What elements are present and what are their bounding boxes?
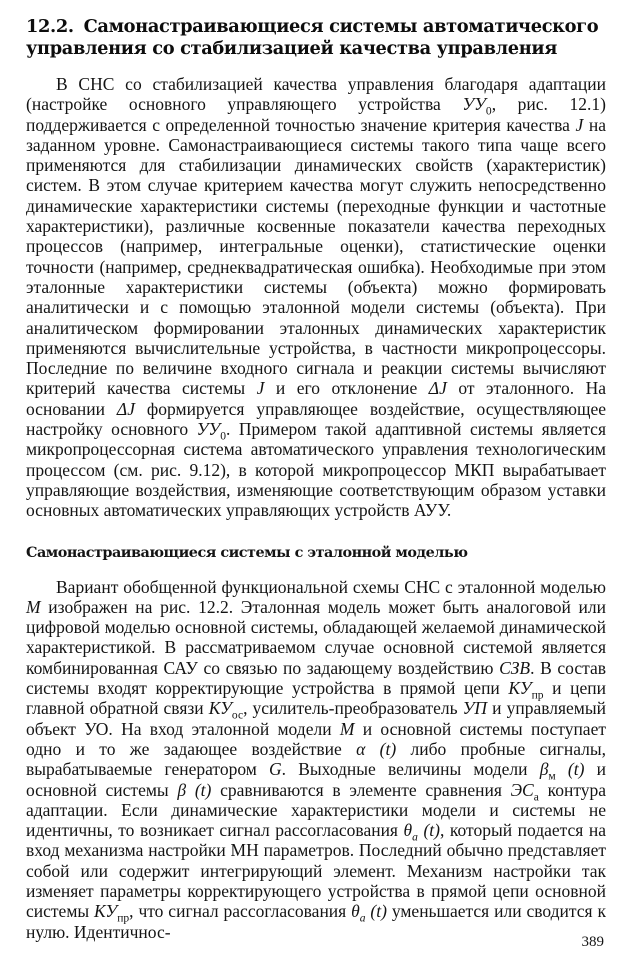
subscript: a — [359, 912, 366, 925]
symbol-alpha-t: α (t) — [356, 738, 397, 759]
text-run: , который подается на вход механизма настройки МН параметров. Последний обычно представляет собой или содержит интегрирующий элемент. Механизм настройки так изменяет параметры корректирующего устройства в прямой цепи основной системы — [26, 820, 606, 922]
symbol-t: (t) — [365, 901, 387, 922]
symbol-beta-t: β (t) — [177, 779, 212, 800]
section-title: Самонастраивающиеся системы автоматического управления со стабилизацией качества управления — [26, 16, 599, 59]
symbol-es: ЭС — [510, 779, 534, 800]
text-run: сравниваются в элементе сравнения — [211, 779, 511, 800]
text-run: . Примером такой адаптивной системы является микропроцессорная система автоматического управления технологическим процессом (см. рис. 9.12), в которой микропроцессор МКП вырабатывает управляющие воздействия, изменяющие соответствующим образом уставки основных автоматических управляющих устройств АУУ. — [26, 419, 606, 521]
subscript: 0 — [220, 430, 226, 443]
symbol-ku: КУ — [508, 678, 532, 699]
subscript: 0 — [485, 105, 492, 118]
symbol-ku: КУ — [94, 901, 118, 922]
symbol-t: (t) — [417, 820, 440, 841]
text-run: от эталонного. На основании — [26, 378, 606, 419]
subsection-heading: Самонастраивающиеся системы с эталонной моделью — [26, 543, 468, 561]
text-run: Вариант обобщенной функциональной схемы СНС с эталонной моделью — [56, 576, 606, 597]
text-run: и его отклонение — [264, 378, 429, 399]
text-run: . Выходные величины модели — [281, 759, 540, 780]
symbol-theta: θ — [351, 901, 360, 922]
symbol-j: J — [575, 114, 584, 135]
symbol-ku: КУ — [208, 698, 232, 719]
symbol-beta: β — [539, 759, 549, 780]
text-run: , усилитель-преобразователь — [243, 698, 463, 719]
text-run: и основной системы поступает одно и то же задающее воздействие — [26, 718, 606, 759]
text-run: и цепи главной обратной связи — [26, 678, 606, 719]
symbol-theta: θ — [403, 820, 413, 841]
symbol-t: (t) — [555, 759, 585, 780]
symbol-szv: СЗВ — [499, 657, 531, 678]
symbol-delta-j: ΔJ — [428, 378, 447, 399]
symbol-uu: УУ — [462, 94, 486, 115]
subscript: м — [548, 770, 556, 783]
text-run: на заданном уровне. Самонастраивающиеся системы такого типа чаще всего применяются для стабилизации динамических свойств (характеристик) систем. В этом случае критерием качества могут служить непосредственно динамические характеристики системы (переходные функции и частотные характеристики), различные косвенные показатели качества переходных процессов (например, интегральные оценки), статистические оценки точности (например, среднеквадратическая ошибка). Необходимые при этом эталонные характеристики системы (объекта) можно формировать аналитически и с помощью эталонной модели системы (объекта). При аналитическом формировании эталонных динамических характеристик применяются вычислительные устройства, в частности микропроцессоры. Последние по величине входного сигнала и реакции системы вычисляют критерий качества системы — [26, 114, 606, 399]
symbol-up: УП — [462, 698, 488, 719]
text-run: либо пробные сигналы, вырабатываемые генератором — [26, 738, 607, 780]
text-run: , рис. 12.1) поддерживается с определенной точностью значение критерия качества — [26, 94, 606, 135]
text-run: . В состав системы входят корректирующие устройства в прямой цепи — [26, 657, 606, 699]
subscript: a — [412, 831, 418, 844]
paragraph-1 — [26, 74, 606, 521]
section-heading — [26, 16, 606, 60]
text-run: уменьшается или сводится к нулю. Идентичнос- — [26, 901, 606, 942]
subscript: пр — [117, 912, 130, 925]
text-run: изображен на рис. 12.2. Эталонная модель может быть аналоговой или цифровой моделью основной системы, обладающей желаемой динамической характеристикой. В рассматриваемом случае основной системой является комбинированная САУ со связью по задающему воздействию — [26, 596, 606, 678]
symbol-m: М — [339, 718, 355, 739]
text-run: , что сигнал рассогласования — [129, 901, 352, 922]
subscript: ос — [231, 709, 244, 722]
subscript: а — [533, 791, 539, 803]
page-number: 389 — [581, 934, 604, 950]
text-run: и основной системы — [26, 759, 606, 800]
text-run: и управляемый объект УО. На вход эталонной модели — [26, 698, 607, 739]
subscript: пр — [531, 689, 544, 702]
text-run: формируется управляющее воздействие, осуществляющее настройку основного — [26, 398, 606, 440]
symbol-j: J — [256, 378, 265, 399]
symbol-uu: УУ — [196, 419, 221, 440]
section-number: 12.2. — [26, 16, 74, 37]
text-run: контура адаптации. Если динамические характеристики модели и системы не идентичны, то возникает сигнал рассогласования — [26, 779, 607, 841]
symbol-delta-j: ΔJ — [116, 398, 135, 419]
symbol-g: G — [269, 759, 282, 780]
symbol-m: М — [26, 596, 41, 617]
text-run: В СНС со стабилизацией качества управления благодаря адаптации (настройке основного управляющего устройства — [26, 74, 606, 115]
paragraph-2 — [26, 577, 606, 942]
